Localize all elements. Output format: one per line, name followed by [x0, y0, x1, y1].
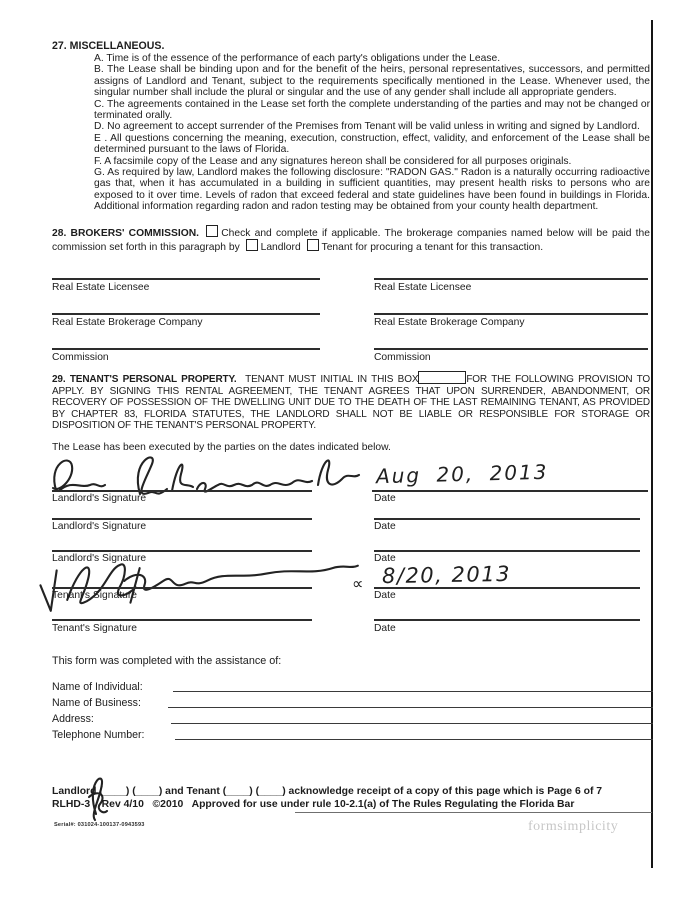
misc-item-b: B. The Lease shall be binding upon and for the benefit of the heirs, personal representatives, successors, and permitted assigns of Landlord and Tenant, subject to the requirements specifically mentioned in the Lease. Whenever used, the singular number shall include the plural or singular and the use of any gender shall include all appropriate genders.	[94, 64, 650, 99]
brokerage-line-right[interactable]	[374, 313, 648, 315]
address-label: Address:	[52, 713, 94, 725]
date-label-5: Date	[374, 623, 396, 634]
date-line-5[interactable]	[374, 619, 640, 621]
landlord-signature-label-1: Landlord's Signature	[52, 493, 147, 504]
section-29	[52, 371, 650, 432]
section-29-heading: 29. TENANT'S PERSONAL PROPERTY.	[52, 374, 237, 385]
tenant-date-pen-mark: ∝	[352, 574, 364, 593]
business-input-line[interactable]	[168, 707, 653, 708]
tenant-signature-label-2: Tenant's Signature	[52, 623, 137, 634]
section-27-body	[94, 53, 650, 213]
brokerage-label-right: Real Estate Brokerage Company	[374, 317, 525, 328]
landlord-signature-line-1[interactable]	[52, 490, 312, 492]
individual-input-line[interactable]	[173, 691, 653, 692]
date-label-1: Date	[374, 493, 396, 504]
misc-item-g: G. As required by law, Landlord makes the following disclosure: "RADON GAS." Radon is a naturally occurring radioactive gas that, when it has accumulated in a building in sufficient quantities, may present health risks to persons who are exposed to it over time. Levels of radon that exceed federal and state guidelines have been found in buildings in Florida. Additional information regarding radon and radon testing may be obtained from your county health department.	[94, 167, 650, 213]
formsimplicity-watermark: formsimplicity	[528, 819, 619, 834]
form-copyright: ©2010	[152, 799, 184, 810]
footer-form-line	[52, 799, 574, 810]
execution-intro: The Lease has been executed by the parties on the dates indicated below.	[52, 442, 391, 453]
form-serial-number: Serial#: 031024-100137-0943593	[54, 822, 145, 828]
date-label-4: Date	[374, 590, 396, 601]
individual-label: Name of Individual:	[52, 681, 143, 693]
landlord-signature-line-2[interactable]	[52, 518, 312, 520]
licensee-label-left: Real Estate Licensee	[52, 282, 150, 293]
assistance-intro: This form was completed with the assistance of:	[52, 655, 282, 667]
date-label-3: Date	[374, 553, 396, 564]
date-line-2[interactable]	[374, 518, 640, 520]
licensee-line-left[interactable]	[52, 278, 320, 280]
tenant-initial-box[interactable]	[418, 371, 466, 384]
section-29-before-box: TENANT MUST INITIAL IN THIS BOX	[245, 374, 419, 385]
brokerage-label-left: Real Estate Brokerage Company	[52, 317, 203, 328]
tenant-signature-label-1: Tenant's Signature	[52, 590, 137, 601]
scan-edge-line	[651, 20, 653, 868]
section-28-text: Check and complete if applicable. The brokerage companies named below will be paid the commission set forth in this paragraph by	[52, 228, 650, 254]
form-approval: Approved for use under rule 10-2.1(a) of The Rules Regulating the Florida Bar	[191, 799, 575, 810]
form-code: RLHD-3	[52, 799, 91, 810]
brokerage-line-left[interactable]	[52, 313, 320, 315]
commission-label-left: Commission	[52, 352, 109, 363]
misc-item-e: E . All questions concerning the meaning, execution, construction, effect, validity, and enforcement of the Lease shall be determined pursuant to the laws of Florida.	[94, 132, 650, 156]
tenant-signature-line-2[interactable]	[52, 619, 312, 621]
applicable-checkbox[interactable]	[206, 225, 218, 237]
telephone-input-line[interactable]	[175, 739, 653, 740]
landlord-signature-label-3: Landlord's Signature	[52, 553, 147, 564]
landlord-signature-label-2: Landlord's Signature	[52, 521, 147, 532]
section-29-after-box: FOR THE FOLLOWING PROVISION TO APPLY. BY SIGNING THIS RENTAL AGREEMENT, THE TENANT AGREES THAT UPON SURRENDER, ABANDONMENT, OR RECOVERY OF POSSESSION OF THE DWELLING UNIT DUE TO THE DEATH OF THE LAST REMAINING TENANT, AS PROVIDED BY CHAPTER 83, FLORIDA STATUTES, THE LANDLORD SHALL NOT BE LIABLE OR RESPONSIBLE FOR STORAGE OR DISPOSITION OF THE TENANT'S PERSONAL PROPERTY.	[52, 374, 651, 432]
landlord-checkbox[interactable]	[246, 239, 258, 251]
form-revision: Rev 4/10	[101, 799, 144, 810]
date-line-4[interactable]	[374, 587, 640, 589]
commission-label-right: Commission	[374, 352, 431, 363]
tenant-date-ink: 8/20, 2013	[381, 561, 512, 589]
commission-line-left[interactable]	[52, 348, 320, 350]
misc-item-f: F. A facsimile copy of the Lease and any signatures hereon shall be considered for all purposes originals.	[94, 155, 572, 167]
misc-item-d: D. No agreement to accept surrender of the Premises from Tenant will be valid unless in writing and signed by Landlord.	[94, 121, 640, 133]
misc-item-a: A. Time is of the essence of the performance of each party's obligations under the Lease.	[94, 53, 501, 64]
landlord-checkbox-label: Landlord	[260, 242, 301, 254]
section-27-heading: 27. MISCELLANEOUS.	[52, 40, 165, 52]
date-line-3[interactable]	[374, 550, 640, 552]
business-label: Name of Business:	[52, 697, 141, 709]
footer-acknowledgement: Landlord (____) (____) and Tenant (____) (____) acknowledge receipt of a copy of this page which is Page 6 of 7	[52, 786, 603, 797]
tenant-checkbox-label: Tenant for procuring a tenant for this transaction.	[321, 242, 544, 254]
licensee-line-right[interactable]	[374, 278, 648, 280]
commission-line-right[interactable]	[374, 348, 648, 350]
footer-divider-line	[295, 812, 652, 813]
telephone-label: Telephone Number:	[52, 729, 145, 741]
tenant-checkbox[interactable]	[307, 239, 319, 251]
tenant-signature-ink	[33, 532, 366, 613]
address-input-line[interactable]	[171, 723, 653, 724]
section-28	[52, 225, 650, 254]
date-line-1[interactable]	[372, 490, 648, 492]
section-28-heading: 28. BROKERS' COMMISSION.	[52, 228, 200, 239]
landlord-date-ink: Aug 20, 2013	[375, 459, 549, 489]
tenant-signature-line-1[interactable]	[52, 587, 312, 589]
misc-item-c: C. The agreements contained in the Lease set forth the complete understanding of the parties and may not be changed or terminated orally.	[94, 98, 650, 122]
date-label-2: Date	[374, 521, 396, 532]
licensee-label-right: Real Estate Licensee	[374, 282, 472, 293]
